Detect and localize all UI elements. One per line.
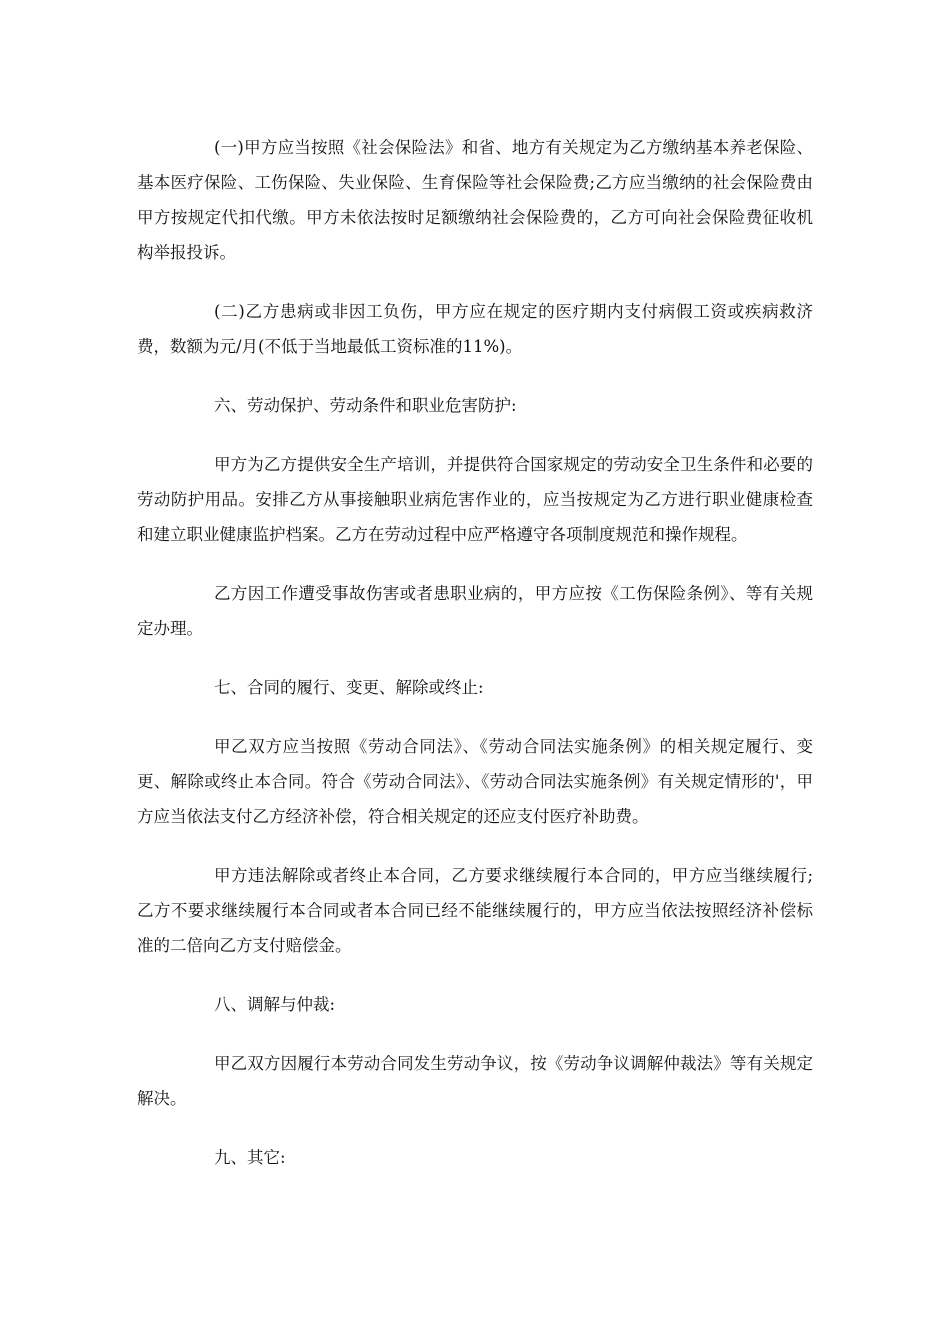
section-heading-labor-protection: 六、劳动保护、劳动条件和职业危害防护: — [214, 396, 517, 415]
section-heading-contract-performance: 七、合同的履行、变更、解除或终止: — [214, 678, 484, 697]
paragraph-illegal-termination: 甲方违法解除或者终止本合同，乙方要求继续履行本合同的，甲方应当继续履行;乙方不要求继续履行本合同或者本合同已经不能继续履行的，甲方应当依法按照经济补偿标准的二倍向乙方支付赔偿金。 — [137, 866, 813, 955]
paragraph-contract-change: 甲乙双方应当按照《劳动合同法》、《劳动合同法实施条例》的相关规定履行、变更、解除或终止本合同。符合《劳动合同法》、《劳动合同法实施条例》有关规定情形的'，甲方应当依法支付乙方经济补偿，符合相关规定的还应支付医疗补助费。 — [137, 737, 813, 826]
section-heading-mediation: 八、调解与仲裁: — [214, 995, 336, 1014]
paragraph-work-injury: 乙方因工作遭受事故伤害或者患职业病的，甲方应按《工伤保险条例》、等有关规定办理。 — [137, 584, 813, 638]
paragraph-social-insurance: (一)甲方应当按照《社会保险法》和省、地方有关规定为乙方缴纳基本养老保险、基本医疗保险、工伤保险、失业保险、生育保险等社会保险费;乙方应当缴纳的社会保险费由甲方按规定代扣代缴。甲方未依法按时足额缴纳社会保险费的，乙方可向社会保险费征收机构举报投诉。 — [137, 138, 813, 262]
document-body — [137, 130, 813, 1199]
section-heading-other: 九、其它: — [214, 1148, 286, 1167]
paragraph-sick-leave: (二)乙方患病或非因工负伤，甲方应在规定的医疗期内支付病假工资或疾病救济费，数额为元/月(不低于当地最低工资标准的11%)。 — [137, 302, 813, 356]
paragraph-safety-training: 甲方为乙方提供安全生产培训，并提供符合国家规定的劳动安全卫生条件和必要的劳动防护用品。安排乙方从事接触职业病危害作业的，应当按规定为乙方进行职业健康检查和建立职业健康监护档案。乙方在劳动过程中应严格遵守各项制度规范和操作规程。 — [137, 455, 813, 544]
paragraph-dispute-resolution: 甲乙双方因履行本劳动合同发生劳动争议，按《劳动争议调解仲裁法》等有关规定解决。 — [137, 1054, 813, 1108]
